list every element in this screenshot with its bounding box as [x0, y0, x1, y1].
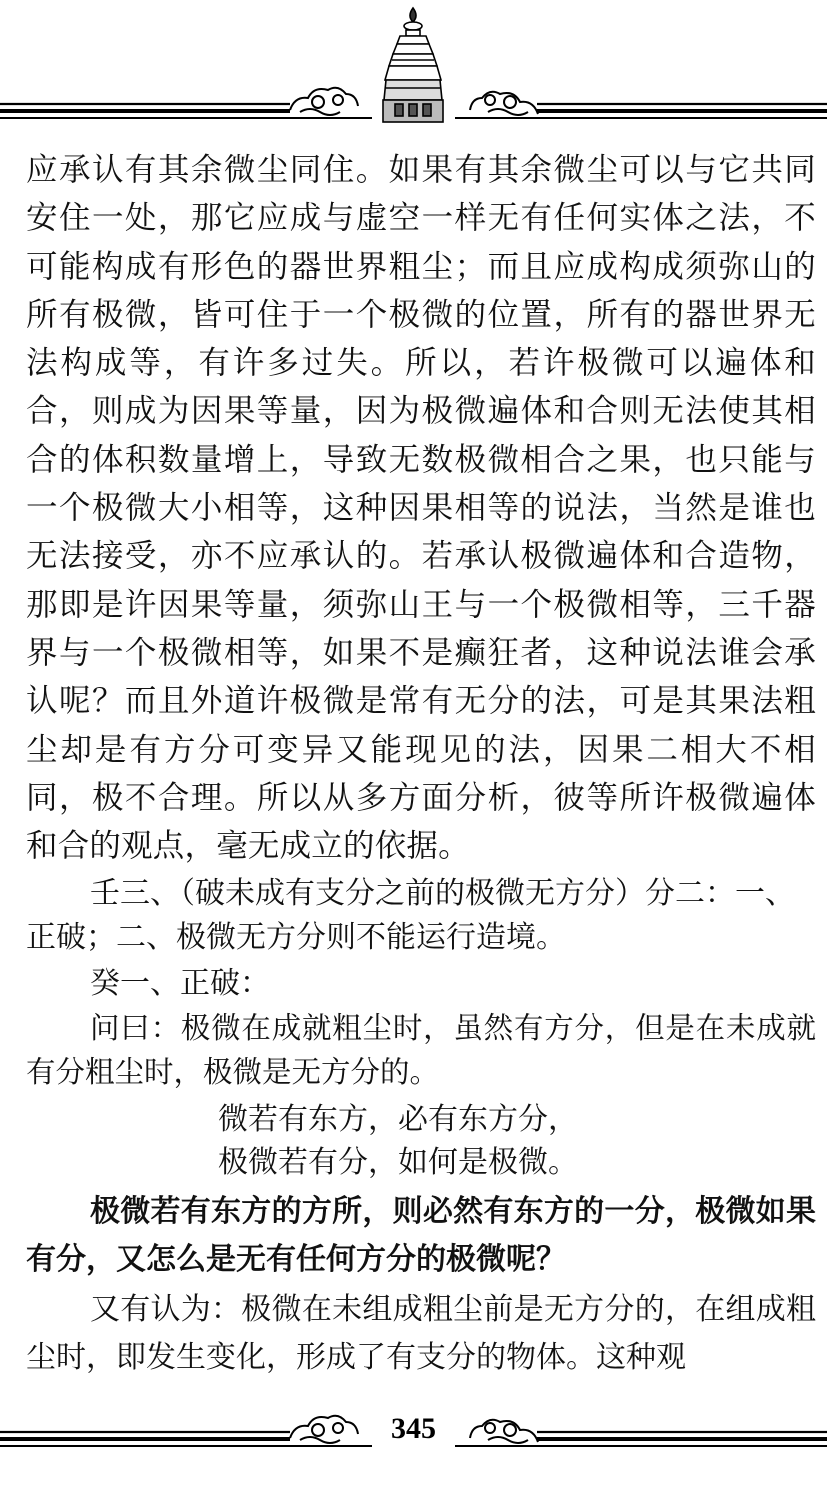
- page-content: [26, 146, 816, 1382]
- cloud-scroll-left-icon: [290, 88, 358, 115]
- question-paragraph: 问曰：极微在成就粗尘时，虽然有方分，但是在未成就有分粗尘时，极微是无方分的。: [26, 1011, 816, 1090]
- section-heading: 壬三、（破未成有支分之前的极微无方分）分二：一、正破；二、极微无方分则不能运行造境。: [26, 876, 795, 956]
- commentary-paragraph: 极微若有东方的方所，则必然有东方的一分，极微如果有分，又怎么是无有任何方分的极微呢？: [26, 1194, 816, 1278]
- stupa-ornament-icon: [383, 8, 443, 122]
- verse-line-2: 极微若有分，如何是极微。: [218, 1145, 578, 1181]
- header-ornament: [0, 0, 827, 140]
- verse-line-1: 微若有东方，必有东方分，: [218, 1102, 578, 1138]
- cloud-scroll-right-icon: [470, 92, 538, 115]
- paragraph-continuation: 又有认为：极微在未组成粗尘前是无方分的，在组成粗尘时，即发生变化，形成了有支分的物体。这种观: [26, 1292, 816, 1376]
- subsection-heading: 癸一、正破：: [90, 966, 270, 1002]
- paragraph-body: 应承认有其余微尘同住。如果有其余微尘可以与它共同安住一处，那它应成与虚空一样无有任何实体之法，不可能构成有形色的器世界粗尘；而且应成构成须弥山的所有极微，皆可住于一个极微的位置，所有的器世界无法构成等，有许多过失。所以，若许极微可以遍体和合，则成为因果等量，因为极微遍体和合则无法使其相合的体积数量增上，导致无数极微相合之果，也只能与一个极微大小相等，这种因果相等的说法，当然是谁也无法接受，亦不应承认的。若承认极微遍体和合造物，那即是许因果等量，须弥山王与一个极微相等，三千器界与一个极微相等，如果不是癫狂者，这种说法谁会承认呢？而且外道许极微是常有无分的法，可是其果法粗尘却是有方分可变异又能现见的法，因果二相大不相同，极不合理。所以从多方面分析，彼等所许极微遍体和合的观点，毫无成立的依据。: [26, 152, 816, 865]
- page-number: 345: [391, 1412, 436, 1445]
- header-rule-right: [455, 104, 827, 118]
